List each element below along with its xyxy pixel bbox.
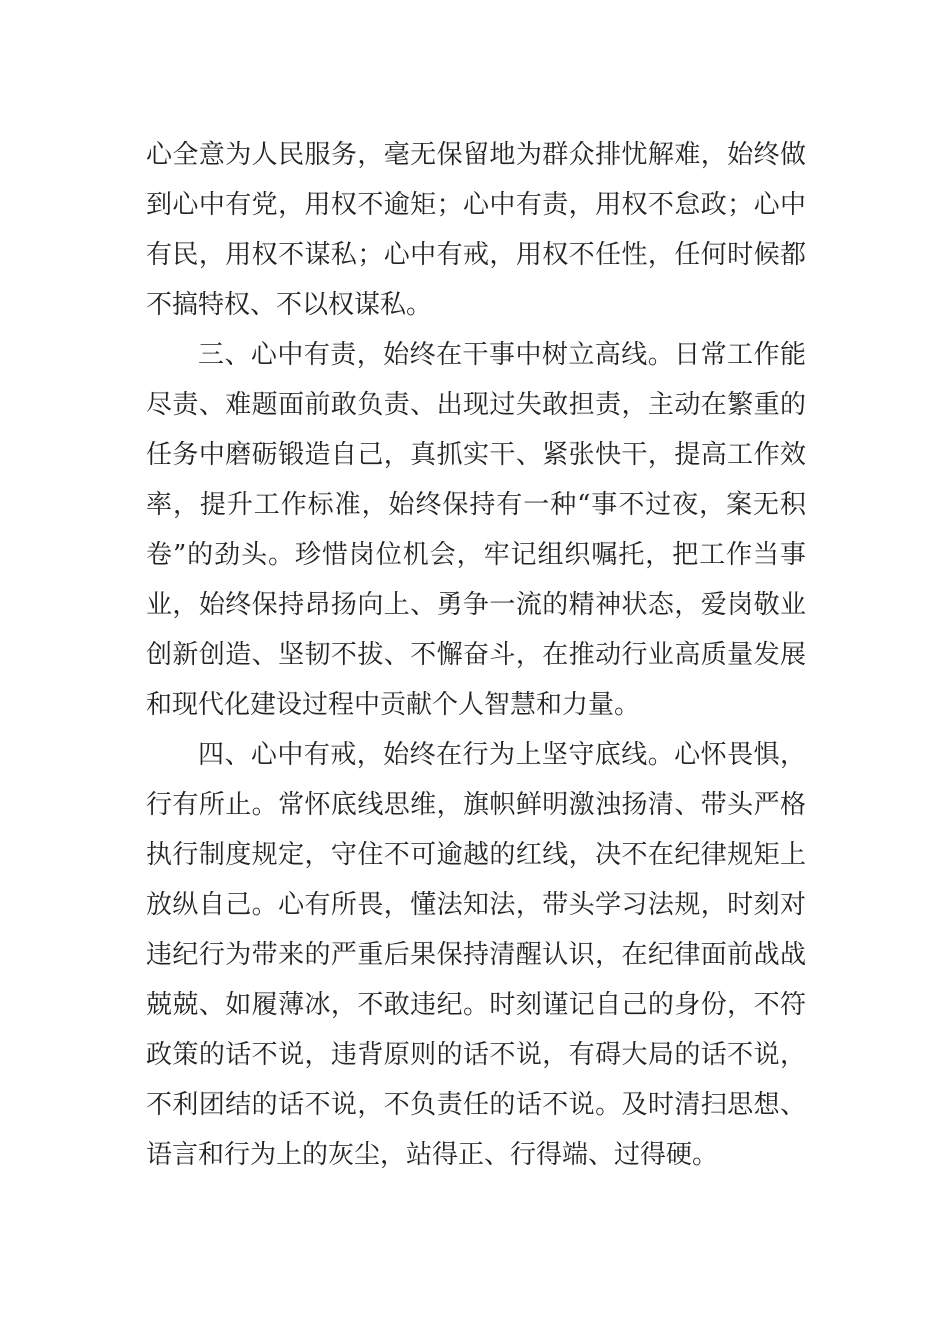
paragraph-3 [146, 730, 806, 1180]
text-line: 三、心中有责，始终在干事中树立高线。日常工作能 [198, 340, 806, 370]
text-line: 业，始终保持昂扬向上、勇争一流的精神状态，爱岗敬业 [146, 590, 806, 620]
text-line: 卷”的劲头。珍惜岗位机会，牢记组织嘱托，把工作当事 [146, 540, 806, 570]
text-line: 执行制度规定，守住不可逾越的红线，决不在纪律规矩上 [146, 840, 806, 870]
text-line: 和现代化建设过程中贡献个人智慧和力量。 [146, 690, 641, 720]
text-line: 尽责、难题面前敢负责、出现过失敢担责，主动在繁重的 [146, 390, 806, 420]
text-line: 有民，用权不谋私；心中有戒，用权不任性，任何时候都 [146, 240, 806, 270]
text-line: 创新创造、坚韧不拔、不懈奋斗，在推动行业高质量发展 [146, 640, 806, 670]
paragraph-2 [146, 330, 806, 730]
document-body [146, 130, 806, 1180]
text-line: 到心中有党，用权不逾矩；心中有责，用权不怠政；心中 [146, 190, 806, 220]
text-line: 四、心中有戒，始终在行为上坚守底线。心怀畏惧， [198, 740, 806, 770]
text-line: 不搞特权、不以权谋私。 [146, 290, 433, 320]
text-line: 任务中磨砺锻造自己，真抓实干、紧张快干，提高工作效 [146, 440, 806, 470]
paragraph-1 [146, 130, 806, 330]
text-line: 率，提升工作标准，始终保持有一种“事不过夜，案无积 [146, 490, 806, 520]
text-line: 政策的话不说，违背原则的话不说，有碍大局的话不说， [146, 1040, 806, 1070]
text-line: 行有所止。常怀底线思维，旗帜鲜明激浊扬清、带头严格 [146, 790, 806, 820]
text-line: 放纵自己。心有所畏，懂法知法，带头学习法规，时刻对 [146, 890, 806, 920]
text-line: 违纪行为带来的严重后果保持清醒认识，在纪律面前战战 [146, 940, 806, 970]
text-line: 心全意为人民服务，毫无保留地为群众排忧解难，始终做 [146, 140, 806, 170]
text-line: 语言和行为上的灰尘，站得正、行得端、过得硬。 [146, 1140, 719, 1170]
text-line: 兢兢、如履薄冰，不敢违纪。时刻谨记自己的身份，不符 [146, 990, 806, 1020]
text-line: 不利团结的话不说，不负责任的话不说。及时清扫思想、 [146, 1090, 806, 1120]
